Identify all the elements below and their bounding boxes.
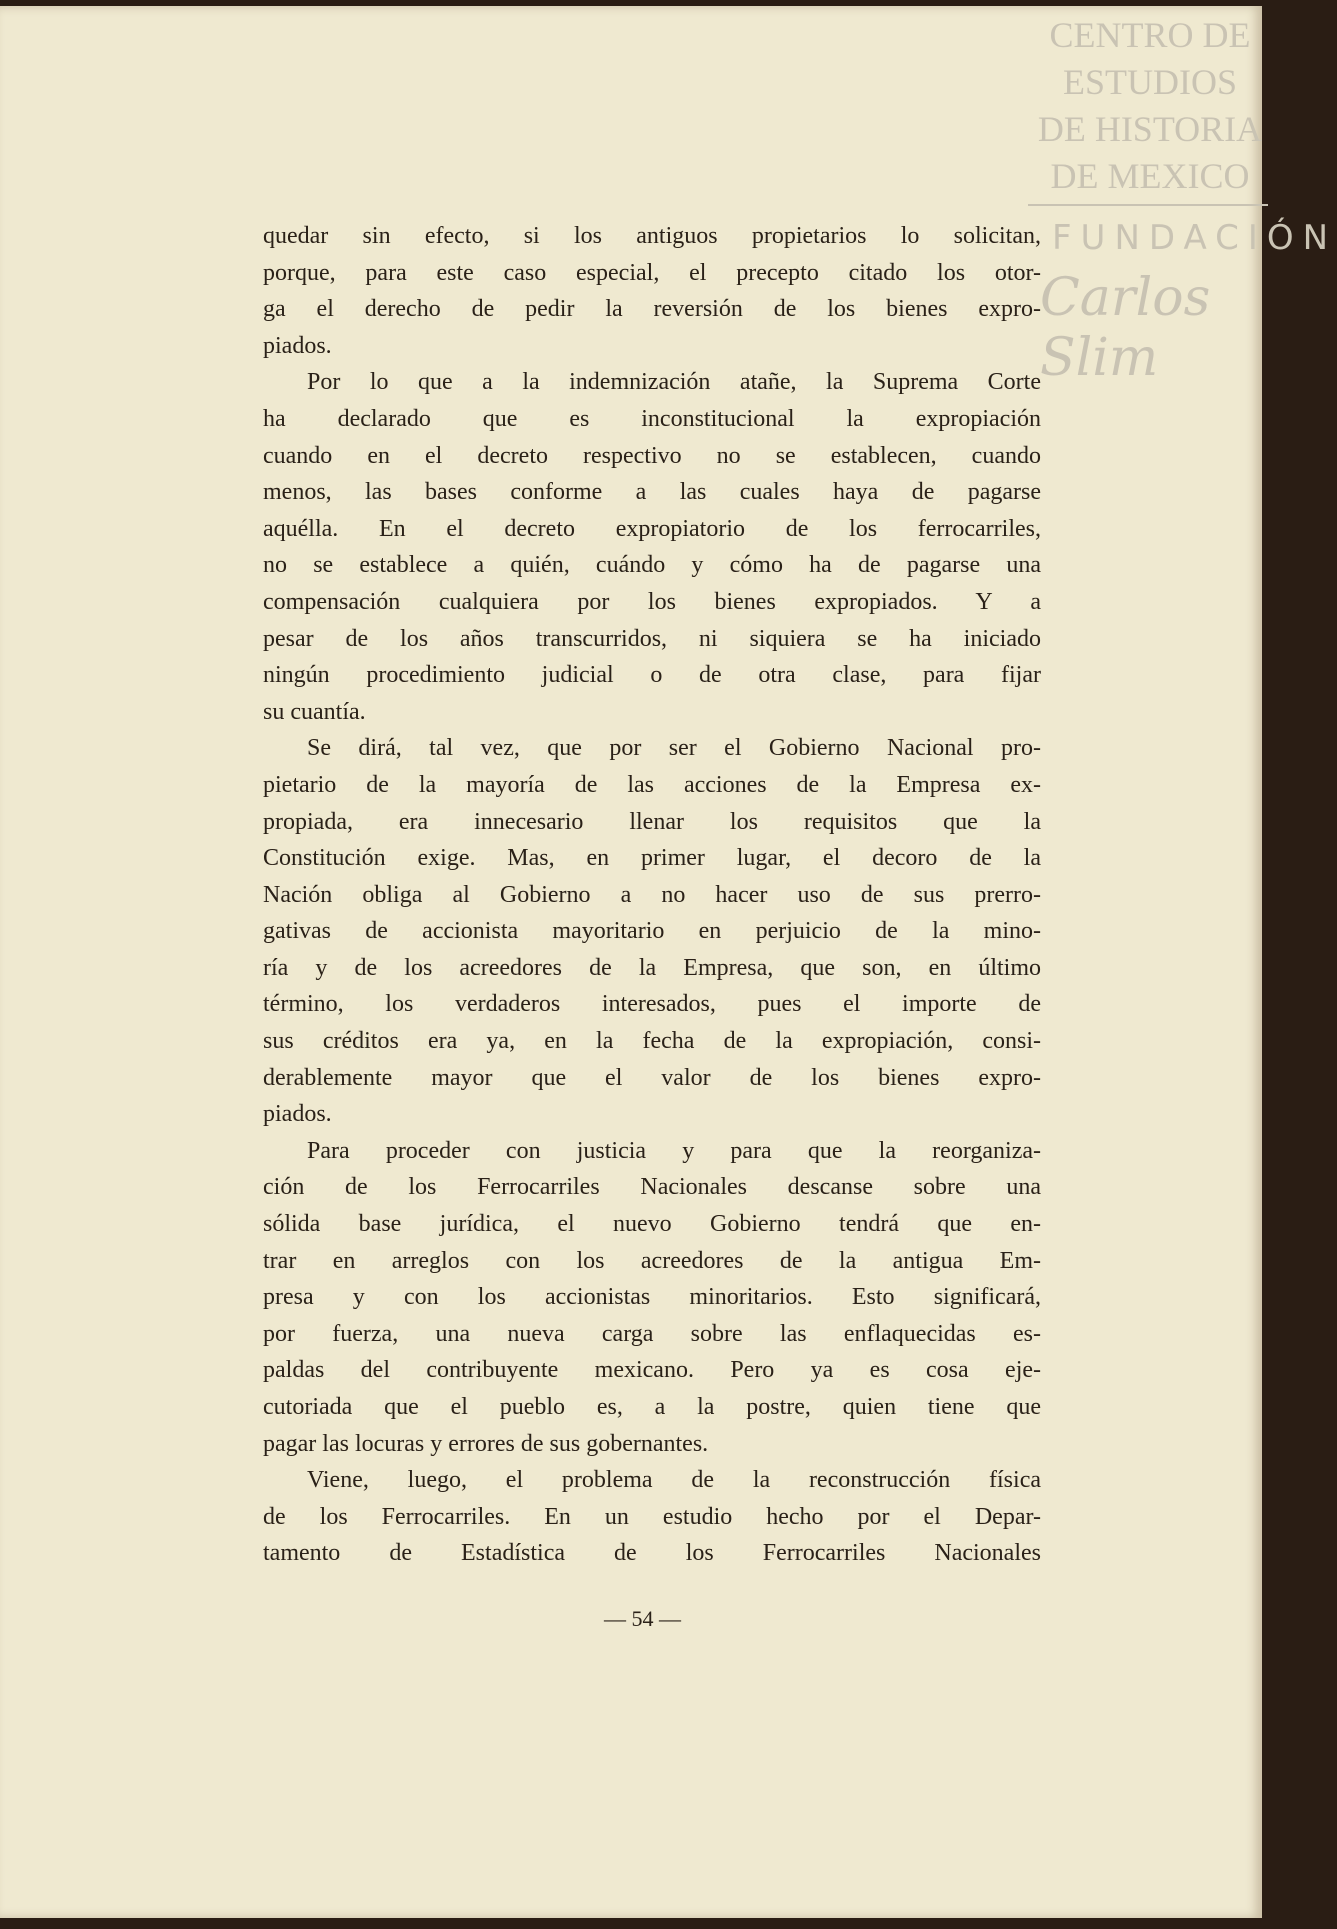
text-line: porque, para este caso especial, el precepto citado los otor- <box>263 259 1041 286</box>
paragraph <box>263 1462 1041 1572</box>
text-line: por fuerza, una nueva carga sobre las enflaquecidas es- <box>263 1320 1041 1347</box>
text-line: Por lo que a la indemnización atañe, la Suprema Corte <box>307 369 1041 396</box>
text-line: aquélla. En el decreto expropiatorio de los ferrocarriles, <box>263 515 1041 542</box>
text-line: sus créditos era ya, en la fecha de la expropiación, consi- <box>263 1028 1041 1055</box>
body-text <box>263 218 1041 1572</box>
paragraph <box>263 1133 1041 1462</box>
paragraph <box>263 364 1041 730</box>
text-line: trar en arreglos con los acreedores de la antigua Em- <box>263 1247 1041 1274</box>
watermark-line: ESTUDIOS <box>1062 62 1237 102</box>
text-line: Constitución exige. Mas, en primer lugar, el decoro de la <box>263 845 1041 872</box>
text-line: pesar de los años transcurridos, ni siquiera se ha iniciado <box>263 625 1041 652</box>
page-number: — 54 — <box>604 1606 681 1631</box>
paragraph <box>263 730 1041 1133</box>
text-line: ción de los Ferrocarriles Nacionales descanse sobre una <box>263 1174 1041 1201</box>
text-line: compensación cualquiera por los bienes expropiados. Y a <box>263 588 1041 615</box>
text-line: paldas del contribuyente mexicano. Pero ya es cosa eje- <box>263 1357 1041 1384</box>
paragraph <box>263 218 1041 364</box>
text-line: piados. <box>263 1101 332 1128</box>
text-line: ría y de los acreedores de la Empresa, que son, en último <box>263 954 1041 981</box>
watermark-divider <box>1028 204 1268 206</box>
watermark-institution <box>1025 12 1275 200</box>
text-line: cuando en el decreto respectivo no se establecen, cuando <box>263 442 1041 469</box>
text-line: Nación obliga al Gobierno a no hacer uso de sus prerro- <box>263 881 1041 908</box>
text-line: quedar sin efecto, si los antiguos propietarios lo solicitan, <box>263 223 1041 249</box>
text-line: propiada, era innecesario llenar los requisitos que la <box>263 808 1041 835</box>
text-line: Viene, luego, el problema de la reconstrucción física <box>307 1467 1041 1494</box>
text-line: no se establece a quién, cuándo y cómo ha de pagarse una <box>263 552 1041 579</box>
text-line: su cuantía. <box>263 698 366 725</box>
text-line: pietario de la mayoría de las acciones de la Empresa ex- <box>263 771 1041 798</box>
text-line: término, los verdaderos interesados, pues el importe de <box>263 991 1041 1018</box>
watermark-foundation: FUNDACIÓN <box>1052 218 1337 258</box>
text-line: ha declarado que es inconstitucional la expropiación <box>263 405 1041 432</box>
text-line: sólida base jurídica, el nuevo Gobierno tendrá que en- <box>263 1211 1041 1238</box>
text-line: menos, las bases conforme a las cuales haya de pagarse <box>263 479 1041 506</box>
text-line: presa y con los accionistas minoritarios. Esto significará, <box>263 1284 1041 1311</box>
text-line: derablemente mayor que el valor de los bienes expro- <box>263 1064 1041 1091</box>
text-line: ga el derecho de pedir la reversión de los bienes expro- <box>263 296 1041 323</box>
text-line: tamento de Estadística de los Ferrocarriles Nacionales <box>263 1540 1041 1567</box>
text-line: pagar las locuras y errores de sus gobernantes. <box>263 1430 709 1457</box>
text-line: cutoriada que el pueblo es, a la postre, quien tiene que <box>263 1394 1041 1420</box>
book-page <box>0 6 1337 1918</box>
text-line: de los Ferrocarriles. En un estudio hecho por el Depar- <box>263 1503 1041 1530</box>
watermark-line: DE MEXICO <box>1050 156 1250 196</box>
text-line: ningún procedimiento judicial o de otra clase, para fijar <box>263 662 1041 689</box>
watermark-signature: Carlos Slim <box>1040 268 1211 388</box>
text-line: Para proceder con justicia y para que la reorganiza- <box>307 1137 1041 1164</box>
text-line: piados. <box>263 332 332 359</box>
text-line: gativas de accionista mayoritario en perjuicio de la mino- <box>263 918 1041 945</box>
watermark-line: CENTRO DE <box>1049 15 1251 55</box>
watermark-line: DE HISTORIA <box>1037 109 1263 149</box>
text-line: Se dirá, tal vez, que por ser el Gobierno Nacional pro- <box>307 735 1041 762</box>
